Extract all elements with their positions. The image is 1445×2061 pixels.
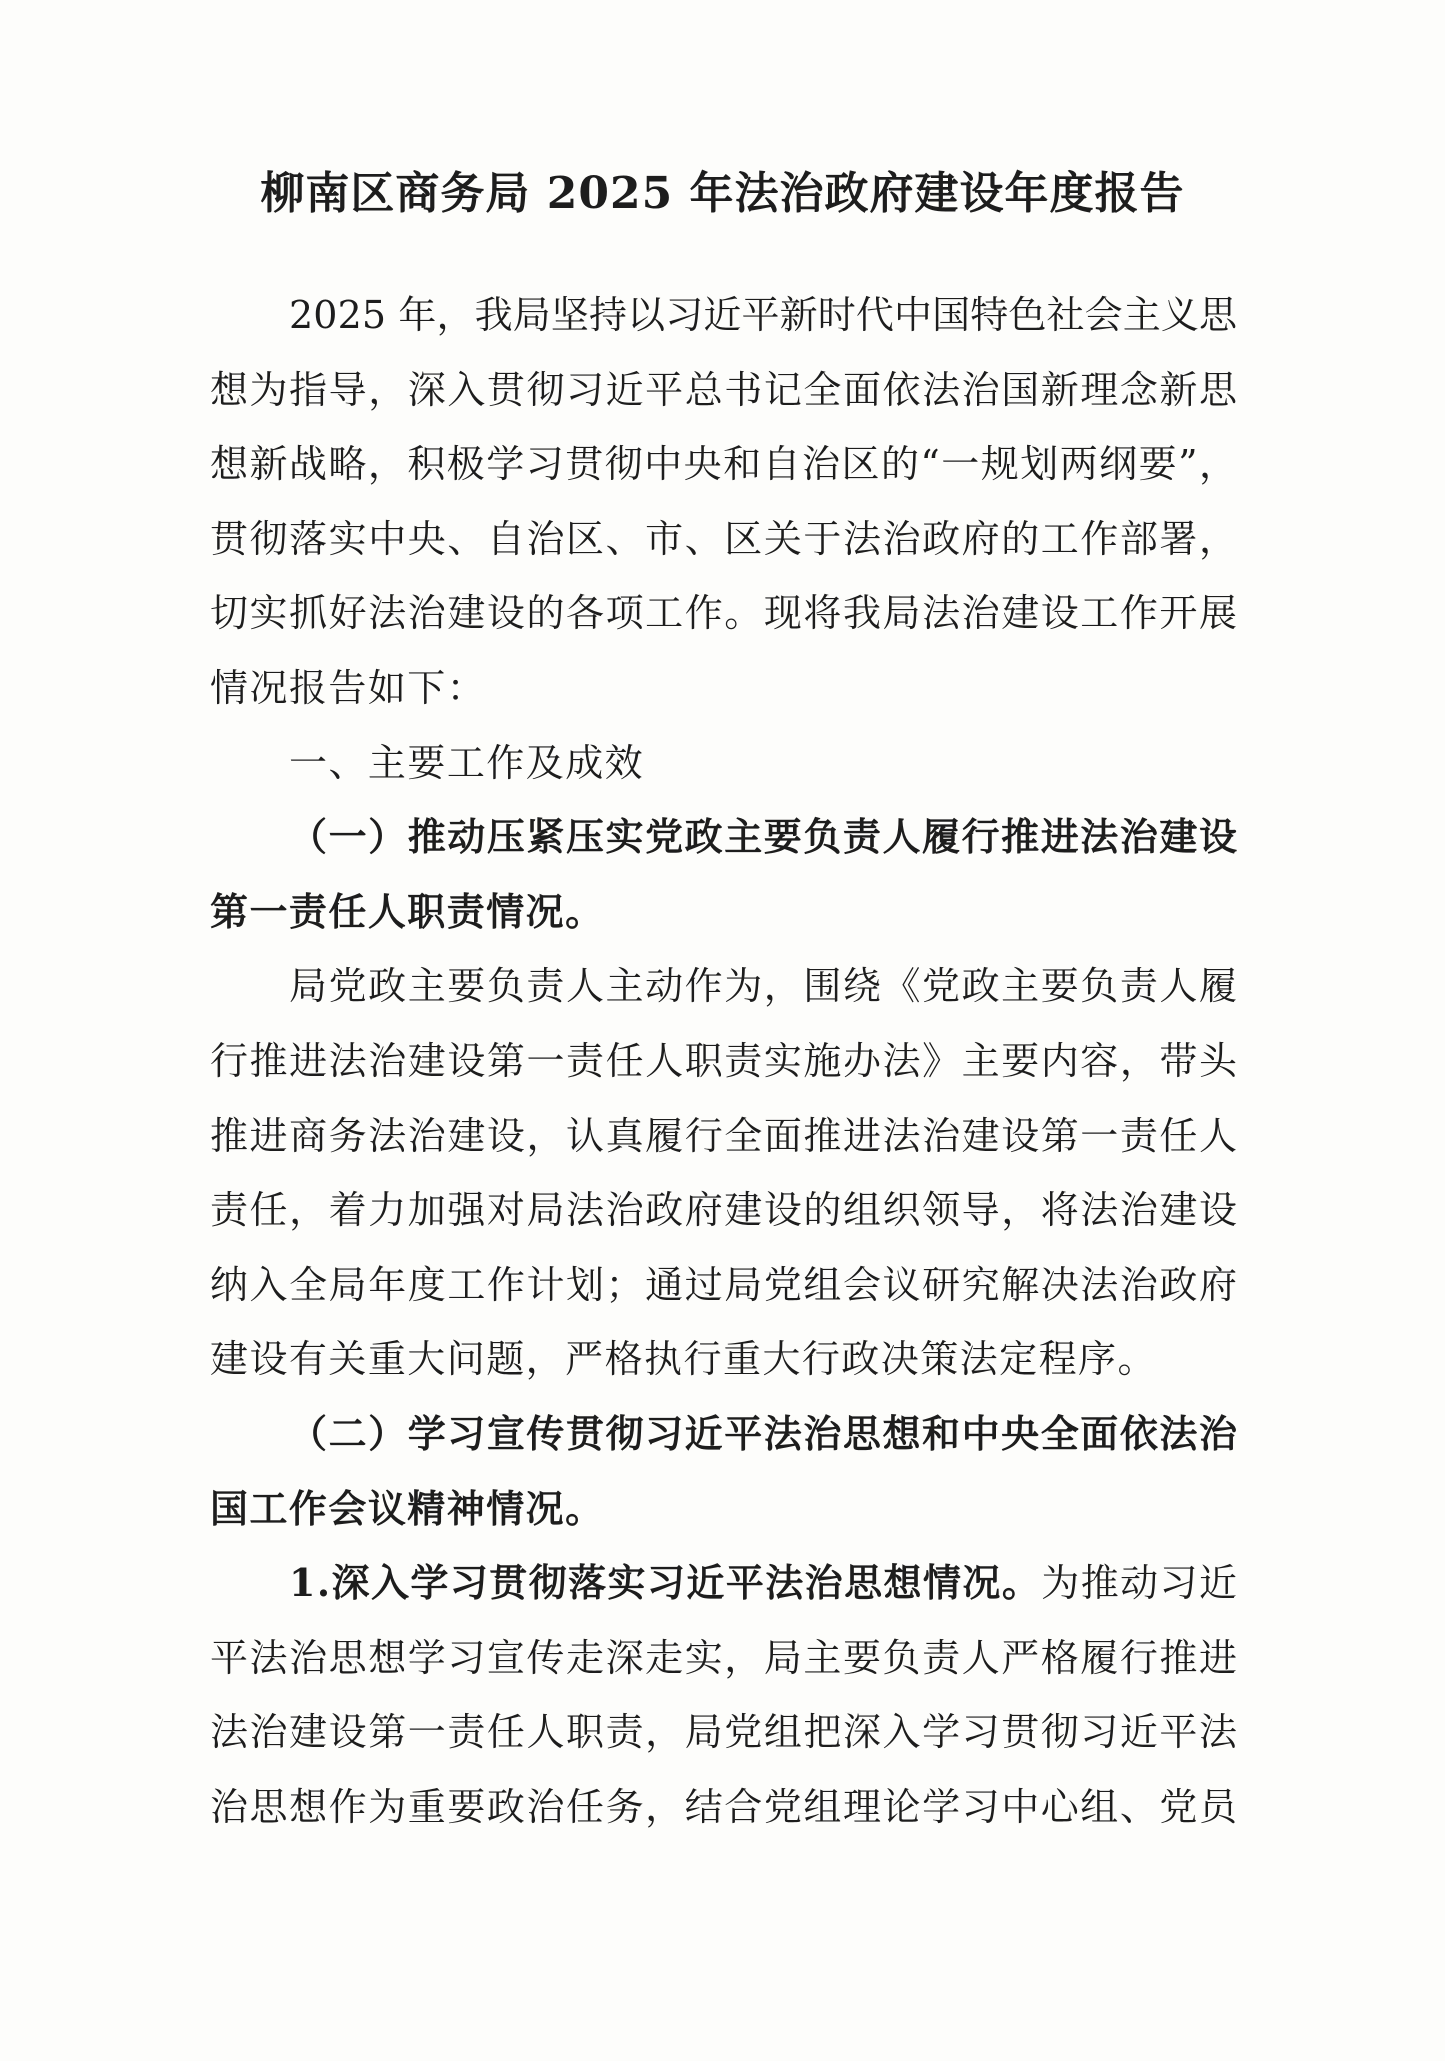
paragraph-line: 治思想作为重要政治任务，结合党组理论学习中心组、党员 — [210, 1784, 1239, 1829]
paragraph-line: 切实抓好法治建设的各项工作。现将我局法治建设工作开展 — [210, 591, 1239, 636]
subsection-paragraph — [210, 949, 1237, 1397]
paragraph-line — [210, 1546, 1237, 1621]
subsection-heading-line: （二）学习宣传贯彻习近平法治思想和中央全面依法治 — [289, 1410, 1239, 1456]
subsection-heading-line: 第一责任人职责情况。 — [210, 888, 605, 934]
paragraph-line: 推进商务法治建设，认真履行全面推进法治建设第一责任人 — [210, 1113, 1239, 1158]
paragraph-line: 局党政主要负责人主动作为，围绕《党政主要负责人履 — [289, 964, 1239, 1009]
item-paragraph — [210, 1546, 1237, 1844]
subsection-heading-line: 国工作会议精神情况。 — [210, 1485, 605, 1531]
paragraph-line: 贯彻落实中央、自治区、市、区关于法治政府的工作部署， — [210, 516, 1239, 561]
paragraph-line: 想新战略，积极学习贯彻中央和自治区的“一规划两纲要”， — [210, 442, 1239, 487]
item-text: 为推动习近 — [1041, 1561, 1239, 1606]
document-body — [210, 278, 1237, 1844]
paragraph-line: 想为指导，深入贯彻习近平总书记全面依法治国新理念新思 — [210, 367, 1239, 412]
paragraph-line: 情况报告如下： — [210, 665, 487, 710]
paragraph-line: 平法治思想学习宣传走深走实，局主要负责人严格履行推进 — [210, 1635, 1239, 1680]
section-heading: 一、主要工作及成效 — [289, 740, 645, 785]
paragraph-line: 法治建设第一责任人职责，局党组把深入学习贯彻习近平法 — [210, 1710, 1239, 1755]
intro-paragraph — [210, 278, 1237, 726]
item-lead: 1.深入学习贯彻落实习近平法治思想情况。 — [289, 1560, 1042, 1606]
document-title: 柳南区商务局 2025 年法治政府建设年度报告 — [260, 168, 1185, 219]
paragraph-line: 纳入全局年度工作计划；通过局党组会议研究解决法治政府 — [210, 1262, 1239, 1307]
subsection-heading — [210, 800, 1237, 949]
subsection-heading-line: （一）推动压紧压实党政主要负责人履行推进法治建设 — [289, 814, 1239, 860]
paragraph-line: 建设有关重大问题，严格执行重大行政决策法定程序。 — [210, 1337, 1157, 1382]
paragraph-line: 责任，着力加强对局法治政府建设的组织领导，将法治建设 — [210, 1188, 1239, 1233]
subsection-heading — [210, 1397, 1237, 1546]
paragraph-line: 行推进法治建设第一责任人职责实施办法》主要内容，带头 — [210, 1038, 1239, 1083]
paragraph-line: 2025 年，我局坚持以习近平新时代中国特色社会主义思 — [289, 293, 1238, 337]
